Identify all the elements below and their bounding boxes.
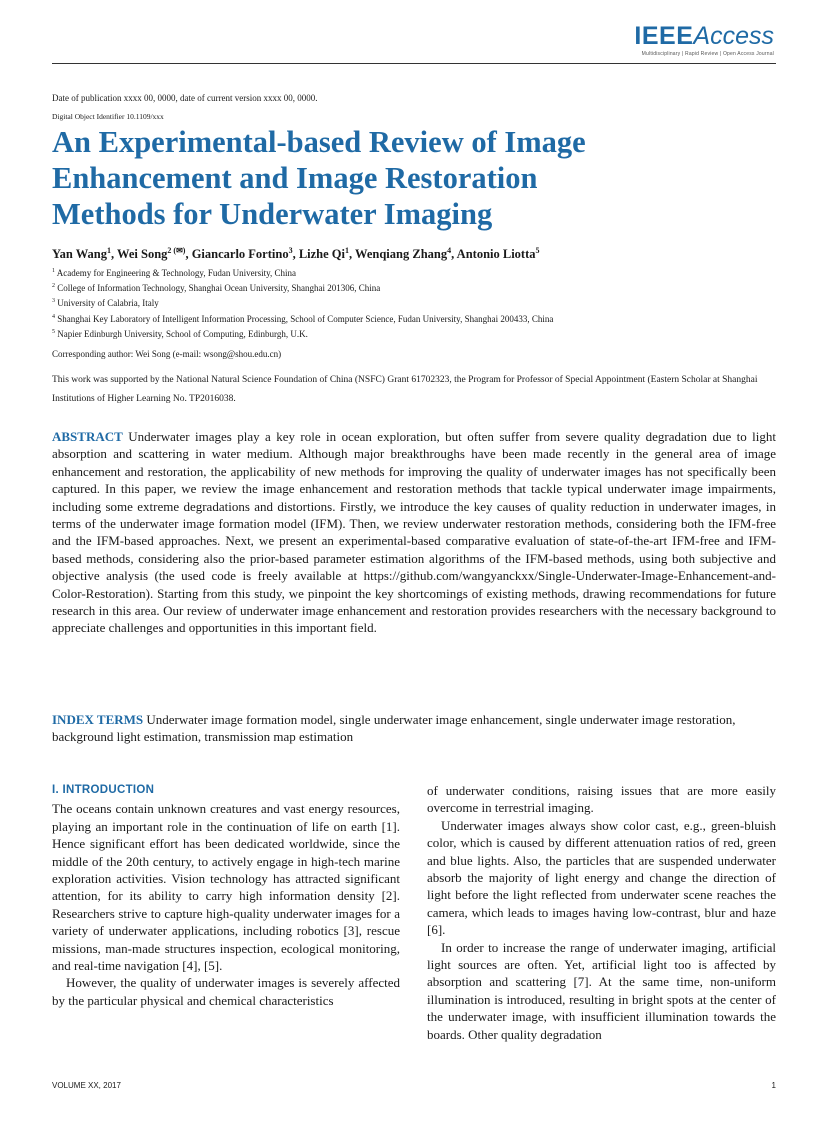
ieee-access-logo	[634, 22, 774, 57]
body-paragraph: The oceans contain unknown creatures and vast energy resources, playing an important role in the continuation of life on earth [1]. Hence significant effort has been dedicated worldwide, since the middle of the 20th century, to actively engage in high-tech marine exploration activities. Vision technology has attracted significant attention, for its ability to carry high information density [2]. Researchers strive to capture high-quality underwater images for a variety of underwater applications, including robotics [3], rescue missions, man-made structures inspection, ecological monitoring, and real-time navigation [4], [5].	[52, 801, 400, 974]
abstract-text: Underwater images play a key role in ocean exploration, but often suffer from severe quality degradation due to light absorption and scattering in water medium. Although major breakthroughs have been made recently in the general area of image enhancement and restoration, the applicability of new methods for improving the quality of underwater images has not specifically been captured. In this paper, we review the image enhancement and restoration methods that tackle typical underwater image impairments, including some extreme degradations and distortions. Firstly, we introduce the key causes of quality reduction in underwater images, in terms of the underwater image formation model (IFM). Then, we review underwater restoration methods, considering both the IFM-free and the IFM-based approaches. Next, we present an experimental-based comparative evaluation of state-of-the-art IFM-free and IFM-based methods, considering also the prior-based parameter estimation algorithms of the IFM-based methods, using both subjective and objective analysis (the used code is freely available at https://github.com/wangyanckxx/Single-Underwater-Image-Enhancement-and-Color-Restoration). Starting from this study, we pinpoint the key shortcomings of existing methods, drawing recommendations for future research in this area. Our review of underwater image enhancement and restoration provides researchers with the necessary background to appreciate challenges and opportunities in this important field.	[52, 429, 776, 636]
index-terms-label: INDEX TERMS	[52, 712, 144, 727]
publication-date: Date of publication xxxx 00, 0000, date of current version xxxx 00, 0000.	[52, 93, 318, 103]
paper-title	[52, 124, 672, 232]
corresponding-author: Corresponding author: Wei Song (e-mail: wsong@shou.edu.cn)	[52, 349, 282, 359]
affiliation-item: $^4$ Shanghai Key Laboratory of Intelligent Information Processing, School of Computer Science, Fudan University, Shanghai 200433, China	[52, 313, 554, 324]
body-column-left	[52, 782, 400, 1009]
author-affil-mark: 5	[535, 246, 540, 255]
author-name: Giancarlo Fortino	[191, 247, 289, 262]
author-name: Antonio Liotta	[456, 247, 536, 262]
index-terms-text: Underwater image formation model, single underwater image enhancement, single underwater image restoration, background light estimation, transmission map estimation	[52, 712, 736, 745]
title-line: Enhancement and Image Restoration	[52, 161, 538, 195]
footer-volume: VOLUME XX, 2017	[52, 1081, 121, 1090]
author-name: Yan Wang	[52, 247, 108, 262]
body-paragraph: In order to increase the range of underwater imaging, artificial light sources are often. Yet, artificial light too is affected by absorption and scattering [7]. At the same time, non-uniform illumination is introduced, resulting in bright spots at the center of the underwater image, with insufficient illumination towards the boards. Other quality degradation	[427, 939, 776, 1042]
logo-wordmark: IEEEAccess	[634, 22, 774, 50]
body-column-right	[427, 782, 776, 1043]
affiliation-item: $^2$ College of Information Technology, Shanghai Ocean University, Shanghai 201306, China	[52, 283, 381, 294]
author-affil-mark: 1	[345, 246, 350, 255]
body-paragraph: Underwater images always show color cast, e.g., green-bluish color, which is caused by different attenuation ratios of red, green and blue lights. Also, the particles that are suspended underwater absorb the majority of light energy and change the direction of light before the light reflected from underwater scene reaches the camera, which leads to images having low-contrast, blur and haze [6].	[427, 817, 776, 938]
abstract-block	[52, 428, 776, 637]
doi-identifier: Digital Object Identifier 10.1109/xxx	[52, 112, 164, 121]
author-affil-mark: 4	[447, 246, 452, 255]
title-line: Methods for Underwater Imaging	[52, 197, 493, 231]
page-number: 1	[771, 1081, 776, 1090]
author-affil-mark: 2 (✉)	[167, 246, 186, 255]
funding-statement: This work was supported by the National Natural Science Foundation of China (NSFC) Grant 61702323, the Program for Professor of Special Appointment (Eastern Scholar at Shanghai Institutions of Higher Learning No. TP2016038.	[52, 375, 758, 404]
author-name: Lizhe Qi	[298, 247, 346, 262]
author-name: Wei Song	[117, 247, 168, 262]
author-list: Yan Wang$^1$, Wei Song$^{2 (✉)}$, Giancarlo Fortino$^3$, Lizhe Qi$^1$, Wenqiang Zhang$^4$, Antonio Liotta$^5$	[52, 246, 540, 262]
author-affil-mark: 1	[107, 246, 112, 255]
index-terms-block	[52, 711, 776, 746]
body-paragraph: of underwater conditions, raising issues that are more easily overcome in terrestrial imaging.	[427, 783, 776, 816]
author-affil-mark: 3	[288, 246, 293, 255]
affiliation-item: $^1$ Academy for Engineering & Technology, Fudan University, China	[52, 268, 296, 278]
header-divider	[52, 63, 776, 64]
affiliation-item: $^3$ University of Calabria, Italy	[52, 298, 159, 309]
abstract-label: ABSTRACT	[52, 429, 123, 444]
author-name: Wenqiang Zhang	[355, 247, 448, 262]
section-heading-introduction: I. INTRODUCTION	[52, 784, 155, 796]
affiliation-list	[52, 265, 553, 341]
affiliation-item: $^5$ Napier Edinburgh University, School of Computing, Edinburgh, U.K.	[52, 328, 308, 339]
body-paragraph: However, the quality of underwater images is severely affected by the particular physical and chemical characteristics	[52, 975, 400, 1008]
title-line: An Experimental-based Review of Image	[52, 125, 586, 159]
logo-tagline: Multidisciplinary | Rapid Review | Open Access Journal	[641, 51, 774, 57]
